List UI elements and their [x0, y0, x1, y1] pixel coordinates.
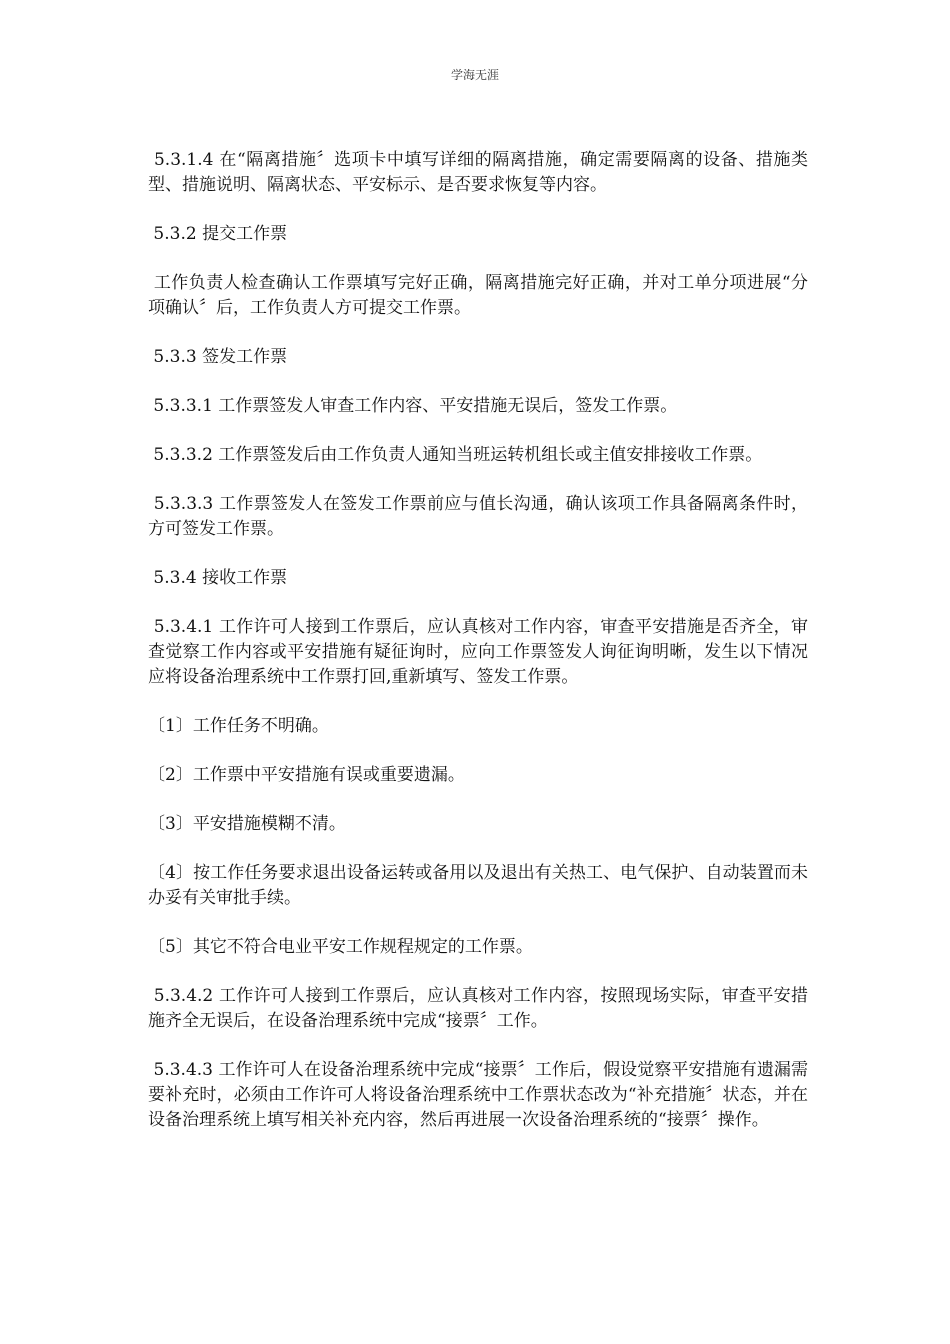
paragraph-5-3-4-1: 5.3.4.1 工作许可人接到工作票后，应认真核对工作内容，审查平安措施是否齐全，审查觉察工作内容或平安措施有疑征询时，应向工作票签发人询征询明晰，发生以下情况应将设备治理系统中工作票打回,重新填写、签发工作票。 [148, 617, 808, 687]
heading-5-3-4: 5.3.4 接收工作票 [148, 568, 288, 588]
paragraph-5-3-3-3: 5.3.3.3 工作票签发人在签发工作票前应与值长沟通，确认该项工作具备隔离条件时，方可签发工作票。 [148, 494, 808, 539]
document-body [148, 148, 808, 1157]
page-header: 学海无涯 [450, 68, 499, 82]
list-item-3: 〔3〕平安措施模糊不清。 [148, 814, 346, 834]
paragraph-5-3-3-2: 5.3.3.2 工作票签发后由工作负责人通知当班运转机组长或主值安排接收工作票。 [148, 445, 763, 465]
heading-5-3-2: 5.3.2 提交工作票 [148, 224, 288, 244]
list-item-4: 〔4〕按工作任务要求退出设备运转或备用以及退出有关热工、电气保护、自动装置而未办妥有关审批手续。 [148, 863, 808, 908]
list-item-2: 〔2〕工作票中平安措施有误或重要遗漏。 [148, 765, 465, 785]
paragraph-5-3-3-1: 5.3.3.1 工作票签发人审查工作内容、平安措施无误后，签发工作票。 [148, 396, 678, 416]
list-item-1: 〔1〕工作任务不明确。 [148, 716, 329, 736]
list-item-5: 〔5〕其它不符合电业平安工作规程规定的工作票。 [148, 937, 533, 957]
paragraph-5-3-4-2: 5.3.4.2 工作许可人接到工作票后，应认真核对工作内容，按照现场实际，审查平安措施齐全无误后，在设备治理系统中完成“接票〞工作。 [148, 986, 808, 1031]
heading-5-3-3: 5.3.3 签发工作票 [148, 347, 288, 367]
paragraph-5-3-4-3: 5.3.4.3 工作许可人在设备治理系统中完成“接票〞工作后，假设觉察平安措施有遗漏需要补充时，必须由工作许可人将设备治理系统中工作票状态改为“补充措施〞状态，并在设备治理系统上填写相关补充内容，然后再进展一次设备治理系统的“接票〞操作。 [148, 1060, 809, 1130]
paragraph-submit-ticket: 工作负责人检查确认工作票填写完好正确，隔离措施完好正确，并对工单分项进展“分项确认〞后，工作负责人方可提交工作票。 [148, 273, 808, 318]
paragraph-5-3-1-4: 5.3.1.4 在“隔离措施〞选项卡中填写详细的隔离措施，确定需要隔离的设备、措施类型、措施说明、隔离状态、平安标示、是否要求恢复等内容。 [148, 150, 808, 195]
